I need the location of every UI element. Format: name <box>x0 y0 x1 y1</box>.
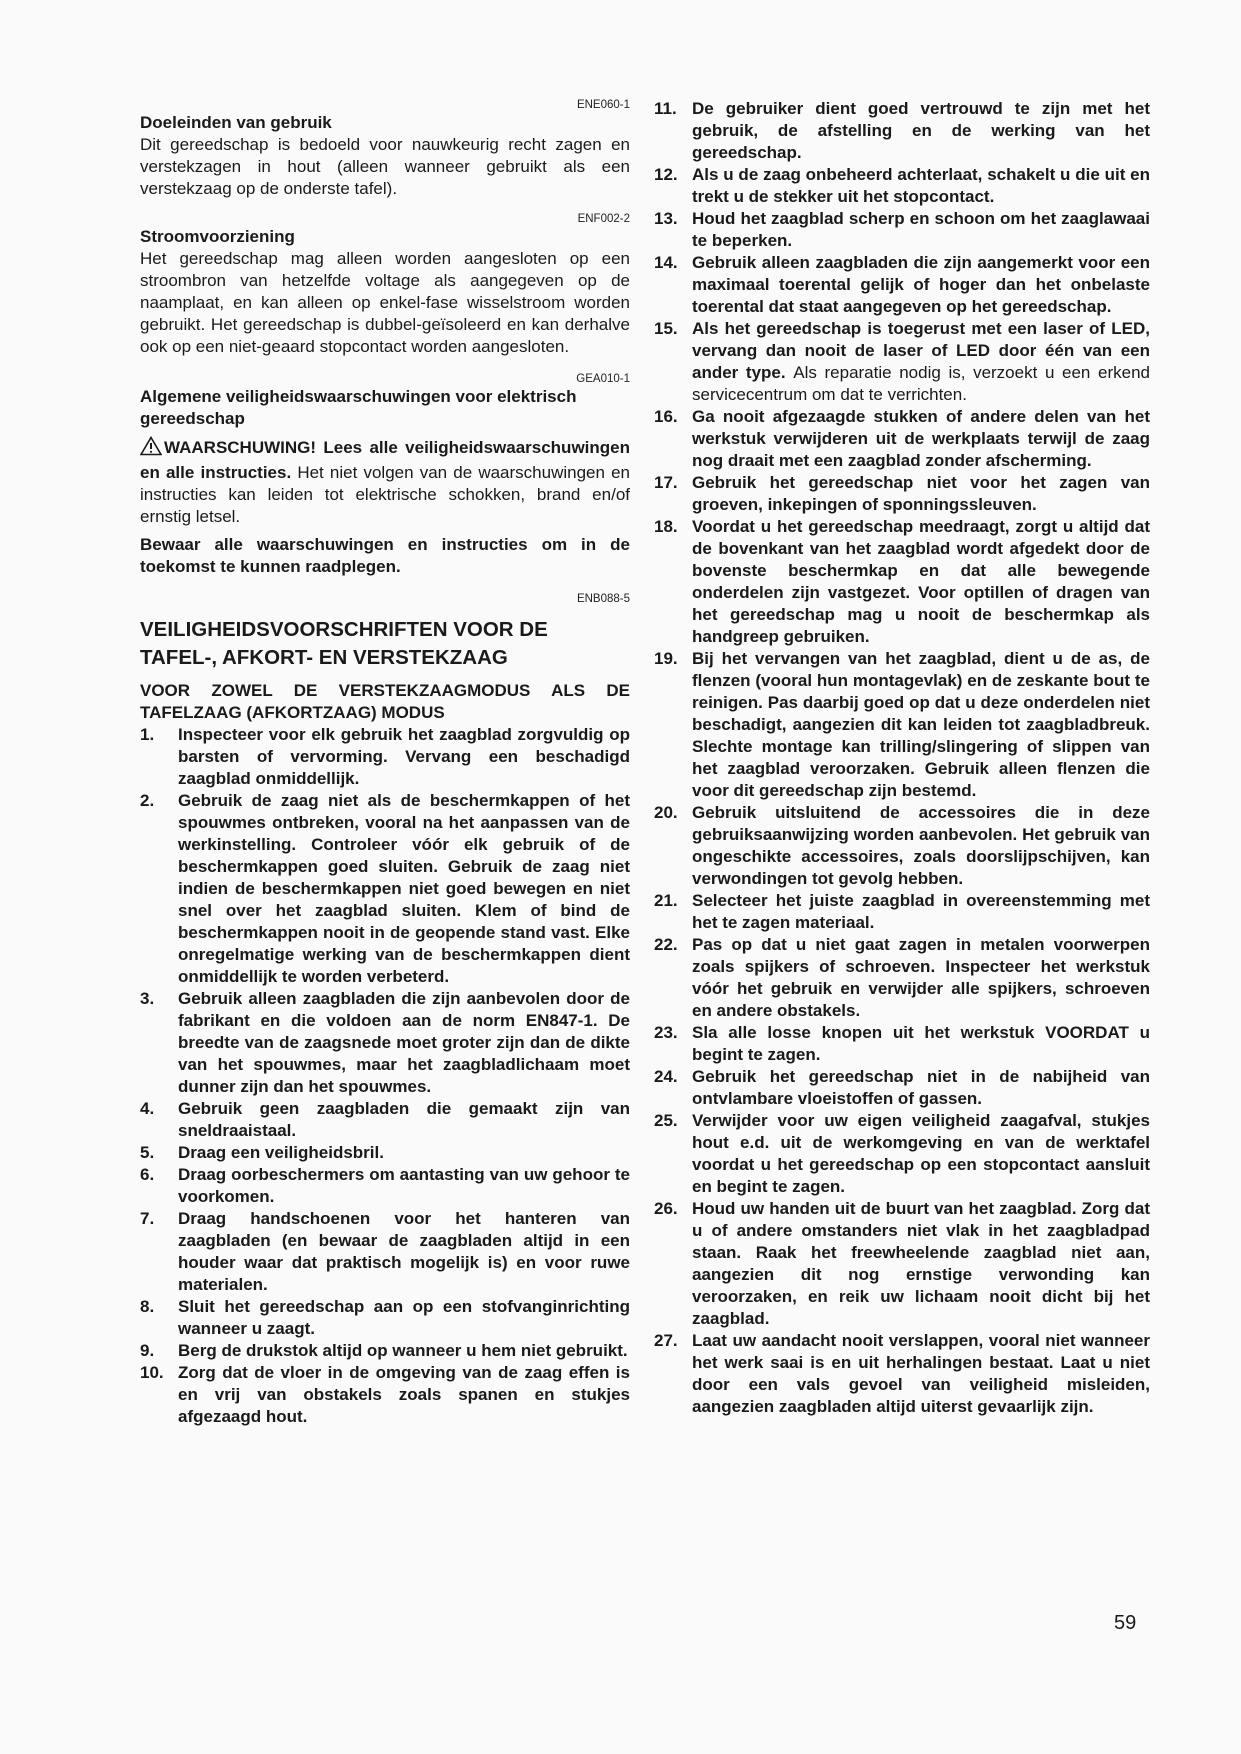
warning-text: Het niet volgen van de waarschuwingen en instructies kan leiden tot elektrische schokken, brand en/of ernstig letsel. <box>140 463 630 526</box>
list-item: 26. Houd uw handen uit de buurt van het zaagblad. Zorg dat u of andere omstanders niet vlak in het zaagbladpad staan. Raak het freewheelende zaagblad niet aan, aangezien dit nog ernstige verwonding kan veroorzaken, en reik uw lichaam nooit dicht bij het zaagblad. <box>654 1199 1150 1328</box>
doeleinden-heading: Doeleinden van gebruik <box>140 113 332 132</box>
section-title-line2: TAFEL-, AFKORT- EN VERSTEKZAAG <box>140 646 508 669</box>
list-item: 7. Draag handschoenen voor het hanteren van zaagbladen (en bewaar de zaagbladen altijd in een houder waar dat praktisch mogelijk is) en voor ruwe materialen. <box>140 1209 630 1294</box>
list-item: 18. Voordat u het gereedschap meedraagt, zorgt u altijd dat de bovenkant van het zaagblad wordt afgedekt door de bovenste beschermkap en dat alle bewegende onderdelen zijn vastgezet. Voor optillen of dragen van het gereedschap mag u nooit de beschermkap als handgreep gebruiken. <box>654 517 1150 646</box>
list-item: 16. Ga nooit afgezaagde stukken of andere delen van het werkstuk verwijderen uit de werkplaats terwijl de zaag nog draait met een zaagblad zonder afscherming. <box>654 407 1150 470</box>
warning-triangle-icon <box>140 436 162 462</box>
list-item: 5. Draag een veiligheidsbril. <box>140 1143 384 1162</box>
list-item: 6. Draag oorbeschermers om aantasting van uw gehoor te voorkomen. <box>140 1165 630 1206</box>
left-column <box>140 98 630 1428</box>
list-item: 20. Gebruik uitsluitend de accessoires die in deze gebruiksaanwijzing worden aanbevolen. Het gebruik van ongeschikte accessoires, zoals doorslijpschijven, kan verwondingen tot gevolg hebben. <box>654 803 1150 888</box>
list-item: 25. Verwijder voor uw eigen veiligheid zaagafval, stukjes hout e.d. uit de werkomgeving en van de werktafel voordat u het gereedschap op een stopcontact aansluit en begint te zagen. <box>654 1111 1150 1196</box>
list-item: 22. Pas op dat u niet gaat zagen in metalen voorwerpen zoals spijkers of schroeven. Inspecteer het werkstuk vóór het gebruik en verwijder alle spijkers, schroeven en andere obstakels. <box>654 935 1150 1020</box>
list-item: 12. Als u de zaag onbeheerd achterlaat, schakelt u die uit en trekt u de stekker uit het stopcontact. <box>654 165 1150 206</box>
list-item: 2. Gebruik de zaag niet als de beschermkappen of het spouwmes ontbreken, vooral na het aanpassen van de werkinstelling. Controleer vóór elk gebruik of de beschermkappen goed sluiten. Gebruik de zaag niet indien de beschermkappen niet goed bewegen en niet snel over het zaagblad sluiten. Klem of bind de beschermkappen nooit in de geopende stand vast. Elke onregelmatige werking van de beschermkappen dient onmiddellijk te worden verbeterd. <box>140 791 630 986</box>
doeleinden-text: Dit gereedschap is bedoeld voor nauwkeurig recht zagen en verstekzagen in hout (alleen wanneer gebruikt als een verstekzaag op de onderste tafel). <box>140 135 630 198</box>
list-item: 14. Gebruik alleen zaagbladen die zijn aangemerkt voor een maximaal toerental gelijk of hoger dan het onbelaste toerental dat staat aangegeven op het gereedschap. <box>654 253 1150 316</box>
list-item: 21. Selecteer het juiste zaagblad in overeenstemming met het te zagen materiaal. <box>654 891 1150 932</box>
list-item: 8. Sluit het gereedschap aan op een stofvanginrichting wanneer u zaagt. <box>140 1297 630 1338</box>
warning-paragraph <box>140 436 630 528</box>
section-subtitle: VOOR ZOWEL DE VERSTEKZAAGMODUS ALS DE TAFELZAAG (AFKORTZAAG) MODUS <box>140 681 630 722</box>
stroom-heading: Stroomvoorziening <box>140 227 295 246</box>
right-column <box>654 98 1150 1418</box>
section-code: ENF002-2 <box>577 213 630 225</box>
list-item: 24. Gebruik het gereedschap niet in de nabijheid van ontvlambare vloeistoffen of gassen. <box>654 1067 1150 1108</box>
list-item: 15. Als het gereedschap is toegerust met een laser of LED, vervang dan nooit de laser of LED door één van een ander type. Als reparatie nodig is, verzoekt u een erkend servicecentrum om dat te verrichten. <box>654 319 1150 404</box>
list-item: 10. Zorg dat de vloer in de omgeving van de zaag effen is en vrij van obstakels zoals spanen en stukjes afgezaagd hout. <box>140 1363 630 1426</box>
section-code: ENB088-5 <box>576 593 630 605</box>
section-code: GEA010-1 <box>576 373 630 385</box>
list-item: 27. Laat uw aandacht nooit verslappen, vooral niet wanneer het werk saai is en uit herhalingen bestaat. Laat u niet door een vals gevoel van veiligheid misleiden, aangezien zaagbladen altijd uiterst gevaarlijk zijn. <box>654 1331 1150 1416</box>
list-item: 1. Inspecteer voor elk gebruik het zaagblad zorgvuldig op barsten of vervorming. Vervang een beschadigd zaagblad onmiddellijk. <box>140 725 630 788</box>
list-item: 4. Gebruik geen zaagbladen die gemaakt zijn van sneldraaistaal. <box>140 1099 630 1140</box>
algemeen-heading: Algemene veiligheidswaarschuwingen voor elektrisch gereedschap <box>140 387 577 428</box>
list-item: 17. Gebruik het gereedschap niet voor het zagen van groeven, inkepingen of sponningssleuven. <box>654 473 1150 514</box>
right-safety-list <box>654 98 1150 1418</box>
list-item: 3. Gebruik alleen zaagbladen die zijn aanbevolen door de fabrikant en die voldoen aan de norm EN847-1. De breedte van de zaagsnede moet groter zijn dan de dikte van het spouwmes, maar het zaagbladlichaam moet dunner zijn dan het spouwmes. <box>140 989 630 1096</box>
list-item: 23. Sla alle losse knopen uit het werkstuk VOORDAT u begint te zagen. <box>654 1023 1150 1064</box>
list-item: 19. Bij het vervangen van het zaagblad, dient u de as, de flenzen (vooral hun montagevlak) en de zeskante bout te reinigen. Pas daarbij goed op dat u deze onderdelen niet beschadigt, aangezien dit kan leiden tot zaagbladbreuk. Slechte montage kan trilling/slingering of slippen van het zaagblad veroorzaken. Gebruik alleen flenzen die voor dit gereedschap zijn bestemd. <box>654 649 1150 800</box>
list-item: 9. Berg de drukstok altijd op wanneer u hem niet gebruikt. <box>140 1341 628 1360</box>
list-item: 11. De gebruiker dient goed vertrouwd te zijn met het gebruik, de afstelling en de werking van het gereedschap. <box>654 99 1150 162</box>
bewaar-text: Bewaar alle waarschuwingen en instructies om in de toekomst te kunnen raadplegen. <box>140 535 630 576</box>
warning-bold: WAARSCHUWING! Lees alle veiligheidswaarschuwingen en alle instructies. <box>140 438 630 482</box>
stroom-text: Het gereedschap mag alleen worden aangesloten op een stroombron van hetzelfde voltage als aangegeven op de naamplaat, en kan alleen op enkel-fase wisselstroom worden gebruikt. Het gereedschap is dubbel-geïsoleerd en kan derhalve ook op een niet-geaard stopcontact worden aangesloten. <box>140 249 630 356</box>
list-item: 13. Houd het zaagblad scherp en schoon om het zaaglawaai te beperken. <box>654 209 1150 250</box>
page-number: 59 <box>1114 1612 1137 1634</box>
left-safety-list <box>140 724 630 1428</box>
section-title-line1: VEILIGHEIDSVOORSCHRIFTEN VOOR DE <box>140 618 548 641</box>
section-code: ENE060-1 <box>576 99 630 111</box>
